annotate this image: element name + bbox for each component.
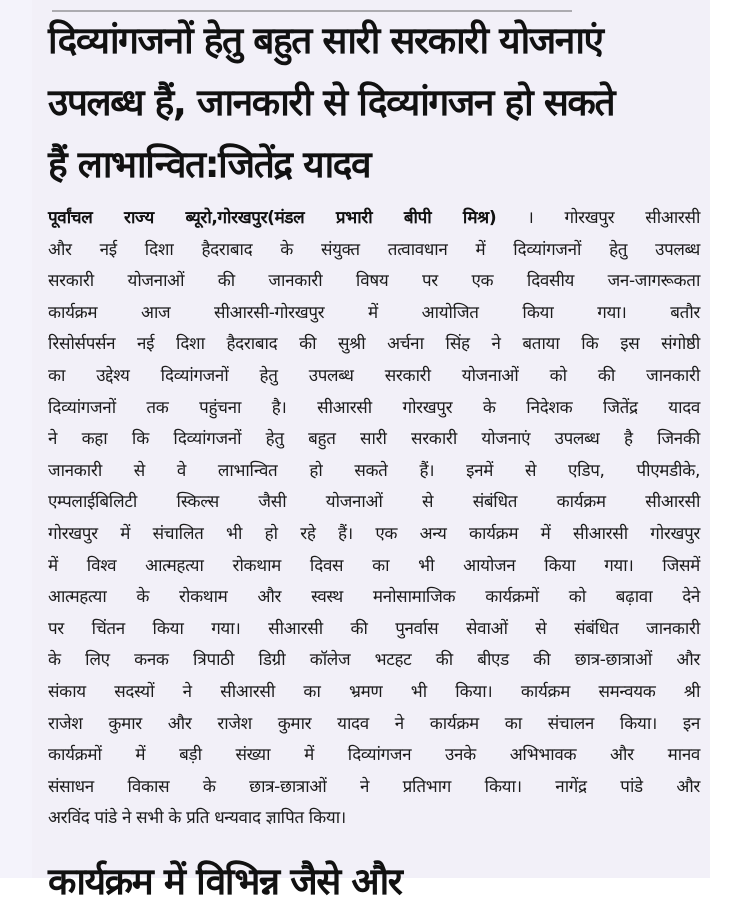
headline-line: उपलब्ध हैं, जानकारी से दिव्यांगजन हो सकते (48, 81, 615, 124)
headline-line: हैं लाभान्वित:जितेंद्र यादव (48, 143, 371, 186)
article-line: सरकारी योजनाओं की जानकारी विषय पर एक दिवसीय जन-जागरूकता (48, 271, 700, 292)
article-line: में विश्व आत्महत्या रोकथाम दिवस का भी आयोजन किया गया। जिसमें (48, 555, 700, 576)
article-line: संकाय सदस्यों ने सीआरसी का भ्रमण भी किया। कार्यक्रम समन्वयक श्री (48, 681, 700, 702)
article-line: ने कहा कि दिव्यांगजनों हेतु बहुत सारी सरकारी योजनाएं उपलब्ध है जिनकी (48, 429, 700, 450)
next-article-headline: कार्यक्रम में विभिन्न जैसे और (48, 860, 402, 903)
article-line: कार्यक्रमों में बड़ी संख्या में दिव्यांगजन उनके अभिभावक और मानव (48, 745, 700, 766)
article-line: आत्महत्या के रोकथाम और स्वस्थ मनोसामाजिक कार्यक्रमों को बढ़ावा देने (48, 587, 700, 608)
article-line: दिव्यांगजनों तक पहुंचना है। सीआरसी गोरखपुर के निदेशक जितेंद्र यादव (48, 397, 700, 418)
byline: पूर्वांचल राज्य ब्यूरो,गोरखपुर(मंडल प्रभारी बीपी मिश्र) (48, 208, 497, 228)
article-line: अरविंद पांडे ने सभी के प्रति धन्यवाद ज्ञापित किया। (48, 808, 346, 829)
article-line: गोरखपुर में संचालित भी हो रहे हैं। एक अन्य कार्यक्रम में सीआरसी गोरखपुर (48, 523, 700, 544)
article-line: जानकारी से वे लाभान्वित हो सकते हैं। इनमें से एडिप, पीएमडीके, (48, 460, 700, 481)
article-first-line (48, 203, 700, 235)
headline (48, 10, 703, 196)
article-line: राजेश कुमार और राजेश कुमार यादव ने कार्यक्रम का संचालन किया। इन (48, 713, 700, 734)
headline-line: दिव्यांगजनों हेतु बहुत सारी सरकारी योजनाएं (48, 19, 603, 62)
article-line: रिसोर्सपर्सन नई दिशा हैदराबाद की सुश्री अर्चना सिंह ने बताया कि इस संगोष्ठी (48, 334, 700, 355)
article-line: पर चिंतन किया गया। सीआरसी की पुनर्वास सेवाओं से संबंधित जानकारी (48, 618, 700, 639)
article-text: । गोरखपुर सीआरसी (527, 208, 701, 228)
article-line: कार्यक्रम आज सीआरसी-गोरखपुर में आयोजित किया गया। बतौर (48, 302, 700, 323)
article-line: का उद्देश्य दिव्यांगजनों हेतु उपलब्ध सरकारी योजनाओं को की जानकारी (48, 365, 700, 386)
article-line: और नई दिशा हैदराबाद के संयुक्त तत्वावधान में दिव्यांगजनों हेतु उपलब्ध (48, 239, 700, 260)
page-edge (710, 0, 732, 878)
article-line: के लिए कनक त्रिपाठी डिग्री कॉलेज भटहट की बीएड की छात्र-छात्राओं और (48, 650, 700, 671)
article-body (48, 203, 700, 835)
article-line: एम्पलाईबिलिटी स्किल्स जैसी योजनाओं से संबंधित कार्यक्रम सीआरसी (48, 492, 700, 513)
article-line: संसाधन विकास के छात्र-छात्राओं ने प्रतिभाग किया। नागेंद्र पांडे और (48, 776, 700, 797)
